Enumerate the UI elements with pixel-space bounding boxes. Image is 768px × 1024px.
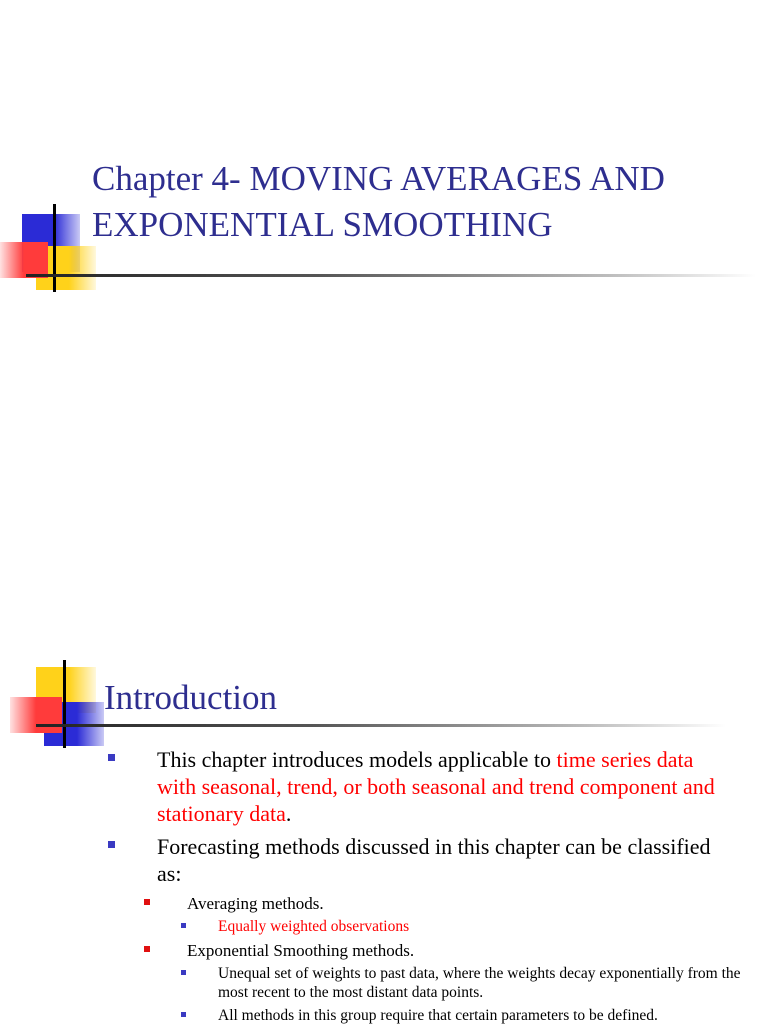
sub-sub-bullet-text: Equally weighted observations [218,918,410,935]
sub-sub-bullet-item [0,964,768,1002]
sub-sub-bullet-item [0,1006,768,1024]
bullet-item [0,746,768,827]
bullet-text: This chapter introduces models applicable to [157,747,557,772]
bullet-list [0,746,768,1024]
deco-red-square [0,242,48,278]
sub-sub-bullet-marker [181,923,186,928]
bullet-marker [108,754,115,761]
sub-sub-bullet-text: All methods in this group require that certain parameters to be defined. [218,1007,658,1024]
sub-bullet-text: Averaging methods. [187,894,324,913]
sub-bullet-marker [144,946,150,952]
sub-bullet-item [0,940,768,961]
deco-vertical-line [53,204,56,292]
sub-bullet-marker [144,899,150,905]
sub-sub-bullet-item [0,917,768,936]
bullet-marker [108,841,115,848]
sub-bullet-text: Exponential Smoothing methods. [187,941,415,960]
sub-sub-bullet-marker [181,970,186,975]
bullet-item [0,833,768,887]
slide-introduction [0,512,768,1024]
sub-sub-bullet-marker [181,1012,186,1017]
sub-bullet-item [0,893,768,914]
deco-vertical-line [63,660,66,748]
slide-title-text: Introduction [104,678,278,717]
title-rule [26,274,756,277]
bullet-text-end: . [285,801,292,826]
bullet-highlight: time series data with seasonal, trend, or both seasonal and trend component and stationary data [157,747,715,826]
bullet-text: Forecasting methods discussed in this chapter can be classified as: [157,834,711,886]
slide-title-text: Chapter 4- MOVING AVERAGES AND EXPONENTIAL SMOOTHING [92,159,665,244]
sub-sub-bullet-text: Unequal set of weights to past data, where the weights decay exponentially from the most recent to the most distant data points. [218,965,741,1001]
deco-red-square [10,697,62,733]
title-rule [36,724,726,727]
